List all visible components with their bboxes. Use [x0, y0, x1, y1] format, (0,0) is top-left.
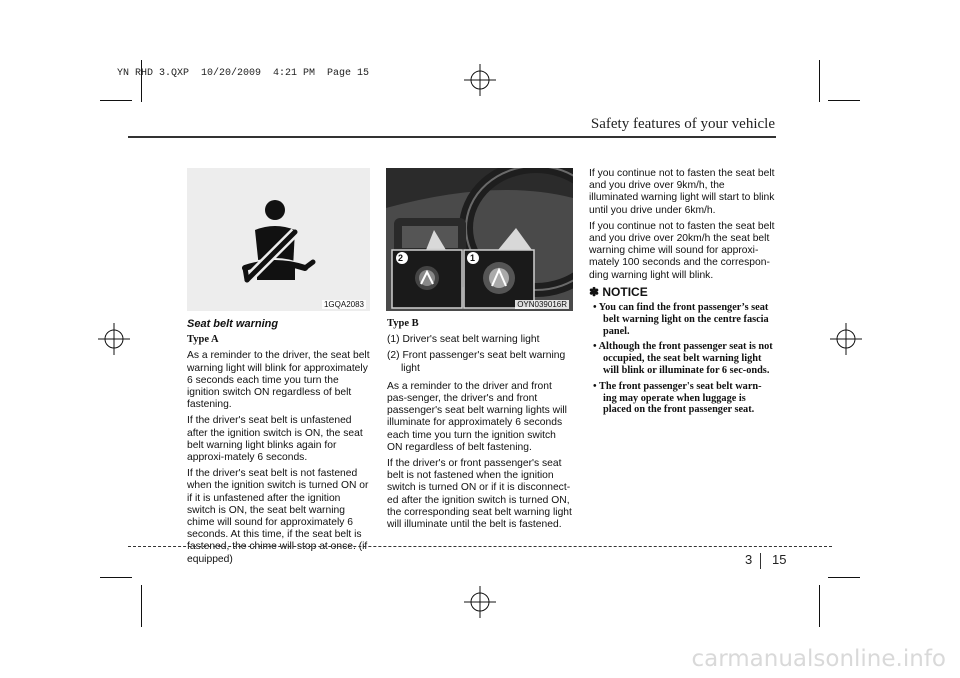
notice-heading: ✽ NOTICE [589, 284, 648, 299]
type-b-label: Type B [387, 318, 419, 329]
notice-item: • Although the front passenger seat is not occupied, the seat belt warning light will blink or illuminate for 6 sec-onds. [593, 341, 773, 377]
crop-mark [828, 100, 860, 101]
registration-mark-icon [98, 323, 130, 355]
paragraph: If you continue not to fasten the seat belt and you drive over 9km/h, the illuminated warning light will start to blink until you drive under 6km/h. [589, 168, 775, 216]
crop-mark [100, 100, 132, 101]
list-item: (1) Driver's seat belt warning light [387, 334, 540, 346]
seatbelt-person-icon [187, 168, 370, 311]
footer-rule [128, 546, 832, 547]
registration-mark-icon [464, 586, 496, 618]
notice-item: • You can find the front passenger’s seat belt warning light on the centre fascia panel. [593, 302, 769, 337]
dashboard-figure [386, 168, 573, 311]
column-left [187, 318, 371, 570]
paragraph: As a reminder to the driver and front pas-senger, the driver's and front passenger's seat belt warning lights will illuminate for approximately 6 seconds each time you turn the ignition switch ON regardless of belt fastening. [387, 380, 567, 453]
paragraph: If the driver's seat belt is unfastened after the ignition switch is ON, the seat belt warning light blinks again for approxi-mately 6 seconds. [187, 415, 363, 464]
page-number: 15 [772, 552, 787, 567]
callout-number-2: 2 [398, 253, 404, 263]
crop-mark [819, 60, 820, 102]
section-heading: Seat belt warning [187, 318, 279, 330]
section-title: Safety features of your vehicle [590, 116, 775, 132]
crop-mark [819, 585, 820, 627]
watermark: carmanualsonline.info [691, 646, 946, 672]
paragraph: If the driver's or front passenger's seat belt is not fastened when the ignition switch is turned ON or if it is disconnect-ed after the ignition switch is turned ON, the corresponding seat belt warning light will illuminate until the belt is fastened. [387, 458, 572, 531]
callout-number-1: 1 [470, 253, 476, 263]
paragraph: If you continue not to fasten the seat belt and you drive over 20km/h the seat belt warning chime will sound for approxi-mately 100 seconds and the correspon-ding warning light will blink. [589, 220, 775, 281]
registration-mark-icon [464, 64, 496, 96]
crop-mark [141, 60, 142, 102]
dashboard-illustration [386, 168, 573, 311]
paragraph: If the driver's seat belt is not fastened when the ignition switch is turned ON or if it is unfastened after the ignition switch is ON, the seat belt warning chime will sound for approximately 6 seconds. At this time, if the seat belt is fastened, the chime will stop at once. (if equipped) [187, 468, 369, 565]
column-middle [387, 318, 573, 535]
column-right [589, 168, 775, 420]
paragraph: As a reminder to the driver, the seat belt warning light will blink for approximately 6 seconds each time you turn the ignition switch ON regardless of belt fastening. [187, 350, 370, 411]
type-a-label: Type A [187, 334, 219, 346]
figure-label: OYN039016R [517, 300, 567, 309]
chapter-number: 3 [745, 552, 753, 567]
crop-mark [100, 577, 132, 578]
crop-mark [141, 585, 142, 627]
registration-mark-icon [830, 323, 862, 355]
page-number-separator [760, 553, 761, 569]
notice-item: • The front passenger's seat belt warn-ing may operate when luggage is placed on the front passenger seat. [593, 380, 762, 416]
figure-label: 1GQA2083 [323, 300, 364, 309]
list-item: (2) Front passenger's seat belt warning light [387, 350, 566, 374]
crop-mark [828, 577, 860, 578]
print-slug: YN RHD 3.QXP 10/20/2009 4:21 PM Page 15 [117, 68, 370, 79]
seatbelt-warning-figure [187, 168, 370, 311]
header-rule [128, 136, 776, 138]
